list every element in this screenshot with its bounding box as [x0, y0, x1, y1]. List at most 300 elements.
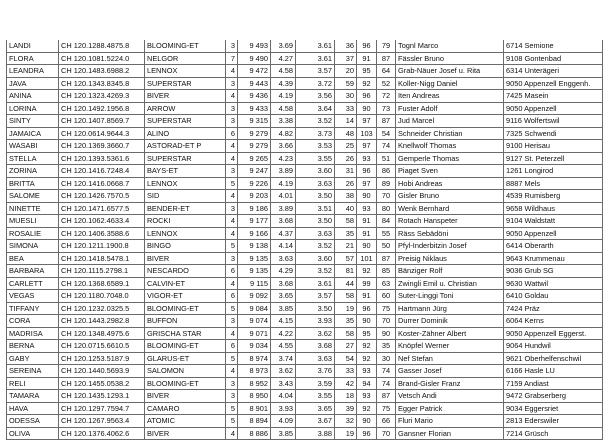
protein-pct-cell: 3.50 [296, 302, 335, 315]
score-a-cell: 103 [357, 127, 377, 140]
protein-pct-cell: 3.51 [296, 202, 335, 215]
score-a-cell: 96 [357, 90, 377, 103]
protein-pct-cell: 3.72 [296, 77, 335, 90]
location-cell: 9630 Wattwil [504, 277, 603, 290]
sire-name-cell: SID [145, 190, 226, 203]
fat-pct-cell: 4.15 [271, 315, 296, 328]
protein-pct-cell: 3.63 [296, 227, 335, 240]
score-a-cell: 91 [357, 52, 377, 65]
location-cell: 2813 Ederswiler [504, 415, 603, 428]
table-row [7, 427, 603, 440]
id-number-cell: CH 120.1211.1900.8 [59, 240, 145, 253]
table-row [7, 377, 603, 390]
fat-pct-cell: 4.55 [271, 340, 296, 353]
table-row [7, 415, 603, 428]
protein-pct-cell: 3.53 [296, 140, 335, 153]
protein-pct-cell: 3.61 [296, 52, 335, 65]
cow-name-cell: ROSALIE [7, 227, 59, 240]
cow-name-cell: SIMONA [7, 240, 59, 253]
cow-name-cell: BERNA [7, 340, 59, 353]
location-cell: 6166 Hasle LU [504, 365, 603, 378]
score-b-cell: 86 [377, 165, 396, 178]
persistency-cell: 35 [335, 315, 357, 328]
location-cell: 7425 Masein [504, 90, 603, 103]
lactation-count-cell: 5 [226, 415, 238, 428]
id-number-cell: CH 120.1393.5361.6 [59, 152, 145, 165]
milk-kg-cell: 9 472 [238, 65, 271, 78]
score-b-cell: 79 [377, 40, 396, 52]
sire-name-cell: ASTORAD-ET P [145, 140, 226, 153]
table-row [7, 202, 603, 215]
score-a-cell: 96 [357, 40, 377, 52]
milk-kg-cell: 9 092 [238, 290, 271, 303]
persistency-cell: 26 [335, 152, 357, 165]
table-row [7, 340, 603, 353]
lactation-count-cell: 4 [226, 427, 238, 440]
score-a-cell: 94 [357, 377, 377, 390]
score-b-cell: 66 [377, 415, 396, 428]
lactation-count-cell: 4 [226, 227, 238, 240]
persistency-cell: 20 [335, 65, 357, 78]
cow-name-cell: VEGAS [7, 290, 59, 303]
protein-pct-cell: 3.61 [296, 40, 335, 52]
persistency-cell: 30 [335, 90, 357, 103]
location-cell: 9034 Eggersriet [504, 402, 603, 415]
milk-kg-cell: 8 952 [238, 377, 271, 390]
milk-kg-cell: 9 166 [238, 227, 271, 240]
id-number-cell: CH 120.1471.6577.5 [59, 202, 145, 215]
lactation-count-cell: 4 [226, 327, 238, 340]
fat-pct-cell: 4.04 [271, 390, 296, 403]
milk-kg-cell: 8 894 [238, 415, 271, 428]
protein-pct-cell: 3.52 [296, 240, 335, 253]
sire-name-cell: LENNOX [145, 65, 226, 78]
score-a-cell: 93 [357, 202, 377, 215]
milk-kg-cell: 9 084 [238, 302, 271, 315]
owner-name-cell: Koller-Nigg Daniel [396, 77, 504, 90]
lactation-count-cell: 3 [226, 102, 238, 115]
id-number-cell: CH 120.1407.8569.7 [59, 115, 145, 128]
lactation-count-cell: 4 [226, 140, 238, 153]
lactation-count-cell: 5 [226, 402, 238, 415]
persistency-cell: 44 [335, 277, 357, 290]
cow-name-cell: OLIVA [7, 427, 59, 440]
fat-pct-cell: 3.74 [271, 352, 296, 365]
score-a-cell: 97 [357, 140, 377, 153]
sire-name-cell: BIVER [145, 390, 226, 403]
score-b-cell: 52 [377, 77, 396, 90]
owner-name-cell: Gasser Josef [396, 365, 504, 378]
sire-name-cell: GLARUS-ET [145, 352, 226, 365]
cow-name-cell: NINETTE [7, 202, 59, 215]
table-row [7, 115, 603, 128]
score-b-cell: 80 [377, 202, 396, 215]
fat-pct-cell: 3.65 [271, 290, 296, 303]
fat-pct-cell: 4.58 [271, 65, 296, 78]
lactation-count-cell: 4 [226, 190, 238, 203]
score-a-cell: 96 [357, 302, 377, 315]
milk-kg-cell: 9 186 [238, 202, 271, 215]
sire-name-cell: BUFFON [145, 315, 226, 328]
persistency-cell: 57 [335, 252, 357, 265]
owner-name-cell: Fluri Mario [396, 415, 504, 428]
score-a-cell: 93 [357, 390, 377, 403]
protein-pct-cell: 3.50 [296, 215, 335, 228]
location-cell: 9050 Appenzell Enggenh. [504, 77, 603, 90]
location-cell: 9658 Wildhaus [504, 202, 603, 215]
persistency-cell: 58 [335, 327, 357, 340]
table-row [7, 190, 603, 203]
score-b-cell: 55 [377, 227, 396, 240]
table-row [7, 327, 603, 340]
score-a-cell: 99 [357, 277, 377, 290]
location-cell: 1261 Longirod [504, 165, 603, 178]
fat-pct-cell: 4.14 [271, 240, 296, 253]
table-row [7, 165, 603, 178]
owner-name-cell: Fuster Adolf [396, 102, 504, 115]
persistency-cell: 58 [335, 290, 357, 303]
lactation-count-cell: 3 [226, 115, 238, 128]
fat-pct-cell: 3.62 [271, 365, 296, 378]
sire-name-cell: ARROW [145, 102, 226, 115]
sire-name-cell: BINGO [145, 240, 226, 253]
fat-pct-cell: 4.39 [271, 77, 296, 90]
score-a-cell: 92 [357, 352, 377, 365]
protein-pct-cell: 3.61 [296, 277, 335, 290]
sire-name-cell: SUPERSTAR [145, 152, 226, 165]
table-row [7, 65, 603, 78]
score-a-cell: 95 [357, 65, 377, 78]
location-cell: 6414 Oberarth [504, 240, 603, 253]
table-row [7, 365, 603, 378]
table-row [7, 177, 603, 190]
score-a-cell: 91 [357, 215, 377, 228]
score-b-cell: 74 [377, 365, 396, 378]
cow-name-cell: LORINA [7, 102, 59, 115]
fat-pct-cell: 3.66 [271, 140, 296, 153]
fat-pct-cell: 4.27 [271, 52, 296, 65]
fat-pct-cell: 3.38 [271, 115, 296, 128]
location-cell: 9104 Waldstatt [504, 215, 603, 228]
cow-name-cell: ODESSA [7, 415, 59, 428]
score-a-cell: 90 [357, 190, 377, 203]
owner-name-cell: Gisler Bruno [396, 190, 504, 203]
score-a-cell: 101 [357, 252, 377, 265]
cow-ranking-table [6, 40, 603, 440]
id-number-cell: CH 120.1416.0668.7 [59, 177, 145, 190]
cow-name-cell: SEREINA [7, 365, 59, 378]
sire-name-cell: CAMARO [145, 402, 226, 415]
owner-name-cell: Piaget Sven [396, 165, 504, 178]
id-number-cell: CH 120.1297.7594.7 [59, 402, 145, 415]
cow-name-cell: LANDI [7, 40, 59, 52]
lactation-count-cell: 3 [226, 77, 238, 90]
milk-kg-cell: 9 177 [238, 215, 271, 228]
milk-kg-cell: 9 135 [238, 265, 271, 278]
table-row [7, 265, 603, 278]
score-a-cell: 93 [357, 365, 377, 378]
score-a-cell: 91 [357, 227, 377, 240]
lactation-count-cell: 3 [226, 40, 238, 52]
sire-name-cell: NESCARDO [145, 265, 226, 278]
cow-name-cell: SINTY [7, 115, 59, 128]
sire-name-cell: LENNOX [145, 177, 226, 190]
milk-kg-cell: 9 115 [238, 277, 271, 290]
milk-kg-cell: 8 974 [238, 352, 271, 365]
sire-name-cell: BAYS-ET [145, 165, 226, 178]
persistency-cell: 42 [335, 377, 357, 390]
owner-name-cell: Brand-Gisler Franz [396, 377, 504, 390]
protein-pct-cell: 3.62 [296, 327, 335, 340]
score-a-cell: 92 [357, 340, 377, 353]
lactation-count-cell: 3 [226, 165, 238, 178]
score-a-cell: 90 [357, 315, 377, 328]
lactation-count-cell: 4 [226, 215, 238, 228]
id-number-cell: CH 120.1368.6589.1 [59, 277, 145, 290]
cow-name-cell: FLORA [7, 52, 59, 65]
owner-name-cell: Schneider Christian [396, 127, 504, 140]
lactation-count-cell: 4 [226, 90, 238, 103]
milk-kg-cell: 9 074 [238, 315, 271, 328]
fat-pct-cell: 4.23 [271, 152, 296, 165]
score-a-cell: 90 [357, 415, 377, 428]
location-cell: 9064 Hundwil [504, 340, 603, 353]
id-number-cell: CH 120.1115.2798.1 [59, 265, 145, 278]
persistency-cell: 39 [335, 402, 357, 415]
sire-name-cell: BLOOMING-ET [145, 377, 226, 390]
sire-name-cell: BLOOMING-ET [145, 340, 226, 353]
score-b-cell: 72 [377, 90, 396, 103]
sire-name-cell: BLOOMING-ET [145, 302, 226, 315]
lactation-count-cell: 4 [226, 365, 238, 378]
id-number-cell: CH 120.1483.6988.2 [59, 65, 145, 78]
fat-pct-cell: 4.82 [271, 127, 296, 140]
fat-pct-cell: 4.19 [271, 90, 296, 103]
protein-pct-cell: 3.55 [296, 390, 335, 403]
owner-name-cell: Räss Sebädöni [396, 227, 504, 240]
milk-kg-cell: 9 203 [238, 190, 271, 203]
protein-pct-cell: 3.56 [296, 90, 335, 103]
fat-pct-cell: 3.43 [271, 377, 296, 390]
protein-pct-cell: 3.60 [296, 165, 335, 178]
table-row [7, 252, 603, 265]
table-row [7, 152, 603, 165]
milk-kg-cell: 9 071 [238, 327, 271, 340]
score-b-cell: 84 [377, 215, 396, 228]
cow-name-cell: MADRISA [7, 327, 59, 340]
protein-pct-cell: 3.73 [296, 127, 335, 140]
score-b-cell: 51 [377, 152, 396, 165]
score-b-cell: 87 [377, 390, 396, 403]
location-cell: 6314 Unterägeri [504, 65, 603, 78]
table-row [7, 352, 603, 365]
id-number-cell: CH 120.1376.4062.6 [59, 427, 145, 440]
milk-kg-cell: 9 443 [238, 77, 271, 90]
sire-name-cell: BENDER-ET [145, 202, 226, 215]
score-b-cell: 87 [377, 52, 396, 65]
table-row [7, 227, 603, 240]
score-b-cell: 50 [377, 240, 396, 253]
location-cell: 9100 Herisau [504, 140, 603, 153]
persistency-cell: 25 [335, 140, 357, 153]
cow-name-cell: BEA [7, 252, 59, 265]
persistency-cell: 35 [335, 227, 357, 240]
location-cell: 9036 Grub SG [504, 265, 603, 278]
table-body [7, 40, 603, 440]
protein-pct-cell: 3.55 [296, 152, 335, 165]
table-row [7, 315, 603, 328]
owner-name-cell: Hobi Andreas [396, 177, 504, 190]
id-number-cell: CH 120.1062.4633.4 [59, 215, 145, 228]
id-number-cell: CH 120.1455.0538.2 [59, 377, 145, 390]
table-row [7, 40, 603, 52]
location-cell: 9643 Krummenau [504, 252, 603, 265]
id-number-cell: CH 120.1348.4975.6 [59, 327, 145, 340]
cow-name-cell: ZORINA [7, 165, 59, 178]
location-cell: 4539 Rumisberg [504, 190, 603, 203]
location-cell: 9621 Oberhelfenschwil [504, 352, 603, 365]
protein-pct-cell: 3.50 [296, 190, 335, 203]
lactation-count-cell: 7 [226, 52, 238, 65]
milk-kg-cell: 8 886 [238, 427, 271, 440]
cow-name-cell: GABY [7, 352, 59, 365]
owner-name-cell: Bänziger Rolf [396, 265, 504, 278]
milk-kg-cell: 9 135 [238, 252, 271, 265]
persistency-cell: 14 [335, 115, 357, 128]
lactation-count-cell: 6 [226, 127, 238, 140]
protein-pct-cell: 3.52 [296, 265, 335, 278]
score-b-cell: 73 [377, 102, 396, 115]
milk-kg-cell: 9 265 [238, 152, 271, 165]
persistency-cell: 33 [335, 102, 357, 115]
sire-name-cell: SUPERSTAR [145, 77, 226, 90]
milk-kg-cell: 9 490 [238, 52, 271, 65]
owner-name-cell: Fässler Bruno [396, 52, 504, 65]
lactation-count-cell: 5 [226, 352, 238, 365]
location-cell: 8887 Mels [504, 177, 603, 190]
owner-name-cell: Nef Stefan [396, 352, 504, 365]
fat-pct-cell: 4.58 [271, 102, 296, 115]
fat-pct-cell: 4.29 [271, 265, 296, 278]
cow-name-cell: TIFFANY [7, 302, 59, 315]
lactation-count-cell: 3 [226, 377, 238, 390]
protein-pct-cell: 3.88 [296, 427, 335, 440]
id-number-cell: CH 120.1253.5187.9 [59, 352, 145, 365]
table-row [7, 215, 603, 228]
persistency-cell: 59 [335, 77, 357, 90]
cow-name-cell: ANINA [7, 90, 59, 103]
persistency-cell: 37 [335, 52, 357, 65]
protein-pct-cell: 3.63 [296, 352, 335, 365]
id-number-cell: CH 120.0614.9644.3 [59, 127, 145, 140]
persistency-cell: 33 [335, 365, 357, 378]
table-row [7, 90, 603, 103]
lactation-count-cell: 6 [226, 290, 238, 303]
milk-kg-cell: 9 315 [238, 115, 271, 128]
table-row [7, 127, 603, 140]
table-row [7, 52, 603, 65]
protein-pct-cell: 3.67 [296, 415, 335, 428]
id-number-cell: CH 120.1492.1956.8 [59, 102, 145, 115]
table-row [7, 277, 603, 290]
score-b-cell: 87 [377, 252, 396, 265]
location-cell: 9116 Wolfertswil [504, 115, 603, 128]
id-number-cell: CH 120.1232.0325.5 [59, 302, 145, 315]
owner-name-cell: Zwingli Emil u. Christian [396, 277, 504, 290]
score-b-cell: 63 [377, 277, 396, 290]
id-number-cell: CH 120.1426.7570.5 [59, 190, 145, 203]
fat-pct-cell: 4.19 [271, 177, 296, 190]
score-b-cell: 60 [377, 290, 396, 303]
persistency-cell: 31 [335, 165, 357, 178]
lactation-count-cell: 6 [226, 340, 238, 353]
score-a-cell: 97 [357, 115, 377, 128]
id-number-cell: CH 120.1323.4269.3 [59, 90, 145, 103]
score-a-cell: 92 [357, 77, 377, 90]
persistency-cell: 18 [335, 390, 357, 403]
persistency-cell: 32 [335, 415, 357, 428]
owner-name-cell: Vetsch Andi [396, 390, 504, 403]
id-number-cell: CH 120.1343.8345.8 [59, 77, 145, 90]
sire-name-cell: CALVIN-ET [145, 277, 226, 290]
score-b-cell: 54 [377, 127, 396, 140]
persistency-cell: 81 [335, 265, 357, 278]
score-b-cell: 35 [377, 340, 396, 353]
persistency-cell: 19 [335, 427, 357, 440]
score-a-cell: 90 [357, 102, 377, 115]
table-row [7, 402, 603, 415]
location-cell: 7424 Präz [504, 302, 603, 315]
lactation-count-cell: 4 [226, 152, 238, 165]
id-number-cell: CH 120.1288.4875.8 [59, 40, 145, 52]
location-cell: 9050 Appenzell Eggerst. [504, 327, 603, 340]
fat-pct-cell: 4.22 [271, 327, 296, 340]
protein-pct-cell: 3.68 [296, 340, 335, 353]
persistency-cell: 26 [335, 177, 357, 190]
id-number-cell: CH 120.1443.2982.8 [59, 315, 145, 328]
score-a-cell: 92 [357, 265, 377, 278]
score-b-cell: 70 [377, 190, 396, 203]
table-row [7, 140, 603, 153]
milk-kg-cell: 9 433 [238, 102, 271, 115]
score-a-cell: 90 [357, 240, 377, 253]
lactation-count-cell: 5 [226, 177, 238, 190]
id-number-cell: CH 120.1416.7248.4 [59, 165, 145, 178]
milk-kg-cell: 9 138 [238, 240, 271, 253]
owner-name-cell: Hartmann Jürg [396, 302, 504, 315]
score-a-cell: 91 [357, 290, 377, 303]
sire-name-cell: LENNOX [145, 227, 226, 240]
score-b-cell: 70 [377, 427, 396, 440]
persistency-cell: 54 [335, 352, 357, 365]
location-cell: 7325 Schwendi [504, 127, 603, 140]
fat-pct-cell: 3.68 [271, 215, 296, 228]
persistency-cell: 19 [335, 302, 357, 315]
id-number-cell: CH 120.1369.3660.7 [59, 140, 145, 153]
sire-name-cell: BIVER [145, 252, 226, 265]
location-cell: 9050 Appenzell [504, 227, 603, 240]
owner-name-cell: Jud Marcel [396, 115, 504, 128]
persistency-cell: 58 [335, 215, 357, 228]
fat-pct-cell: 3.69 [271, 40, 296, 52]
cow-name-cell: RELI [7, 377, 59, 390]
table-row [7, 302, 603, 315]
cow-name-cell: BARBARA [7, 265, 59, 278]
owner-name-cell: Grab-Näuer Josef u. Rita [396, 65, 504, 78]
fat-pct-cell: 3.68 [271, 277, 296, 290]
protein-pct-cell: 3.57 [296, 290, 335, 303]
cow-name-cell: CARLETT [7, 277, 59, 290]
